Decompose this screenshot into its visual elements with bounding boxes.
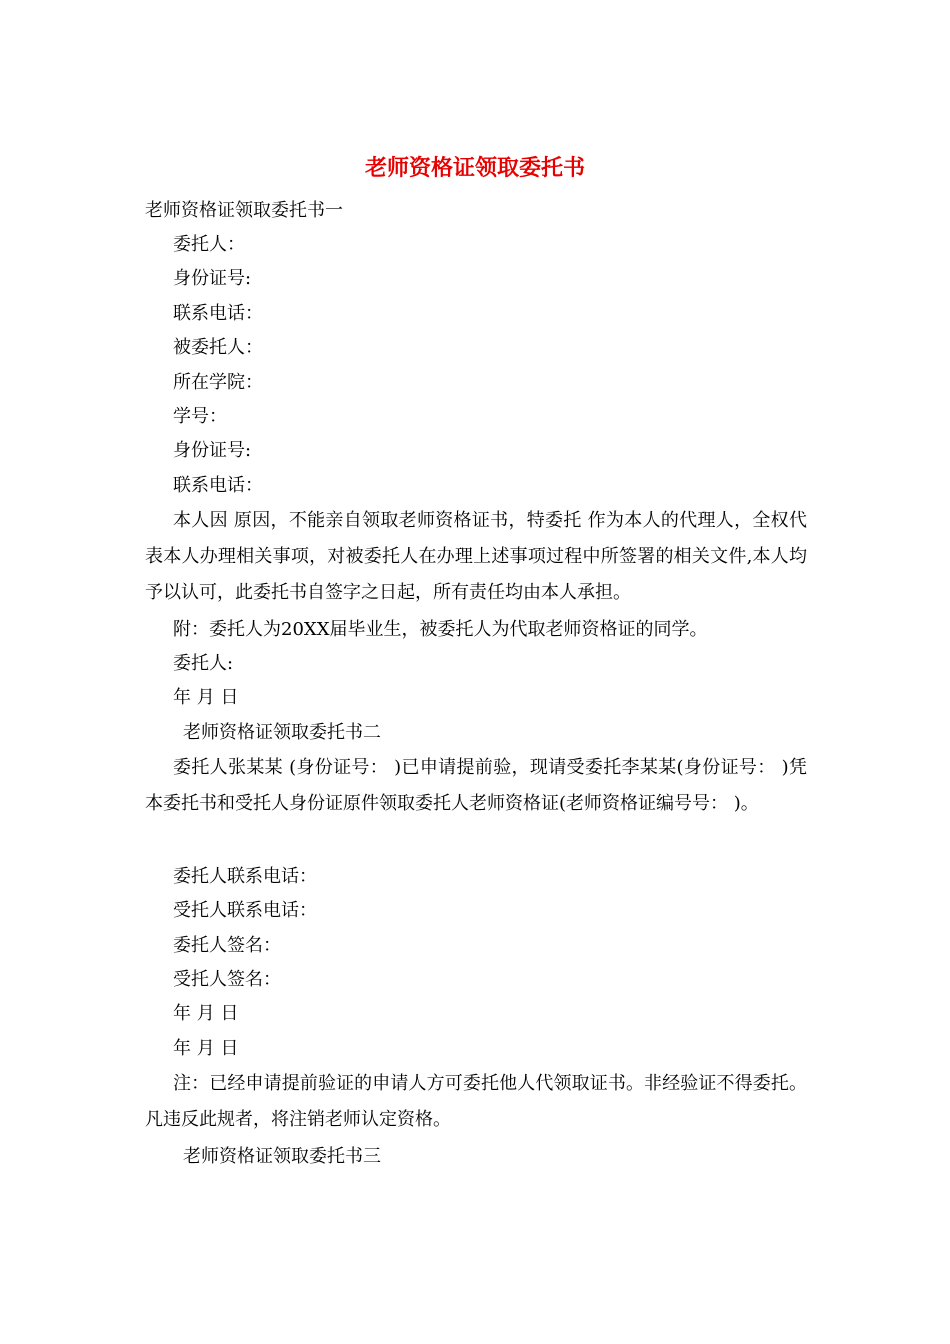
principal-signature: 委托人: (173, 653, 234, 674)
date-line-2: 年 月 日 (173, 1038, 239, 1059)
id-number-field: 身份证号: (173, 268, 252, 289)
section-2-paragraph: 委托人张某某 (身份证号： )已申请提前验，现请受委托李某某(身份证号： )凭本委托书和受托人身份证原件领取委托人老师资格证(老师资格证编号号： )。 (145, 757, 807, 814)
section-2-note: 注：已经申请提前验证的申请人方可委托他人代领取证书。非经验证不得委托。凡违反此规者，将注销老师认定资格。 (145, 1073, 807, 1130)
section-2-heading: 老师资格证领取委托书二 (183, 722, 381, 743)
attachment-note: 附：委托人为20XX届毕业生，被委托人为代取老师资格证的同学。 (173, 619, 708, 640)
agent-field: 被委托人： (173, 337, 263, 358)
phone-field: 联系电话： (173, 303, 263, 324)
agent-phone-field-2: 受托人联系电话： (173, 900, 317, 921)
date-line-1: 年 月 日 (173, 1003, 239, 1024)
agent-id-number-field: 身份证号: (173, 440, 252, 461)
document-title: 老师资格证领取委托书 (364, 155, 585, 181)
agent-phone-field: 联系电话： (173, 475, 263, 496)
principal-signature-field: 委托人签名： (173, 935, 281, 956)
authorization-paragraph: 本人因 原因，不能亲自领取老师资格证书，特委托 作为本人的代理人，全权代表本人办理相关事项，对被委托人在办理上述事项过程中所签署的相关文件,本人均予以认可，此委托书自签字之日起，所有责任均由本人承担。 (145, 510, 807, 603)
principal-field: 委托人： (173, 234, 245, 255)
student-number-field: 学号： (173, 406, 227, 427)
section-3-heading: 老师资格证领取委托书三 (183, 1146, 381, 1167)
section-1-heading: 老师资格证领取委托书一 (145, 200, 343, 221)
college-field: 所在学院： (173, 372, 263, 393)
agent-signature-field: 受托人签名： (173, 969, 281, 990)
signature-date: 年 月 日 (173, 687, 239, 708)
principal-phone-field: 委托人联系电话： (173, 866, 317, 887)
